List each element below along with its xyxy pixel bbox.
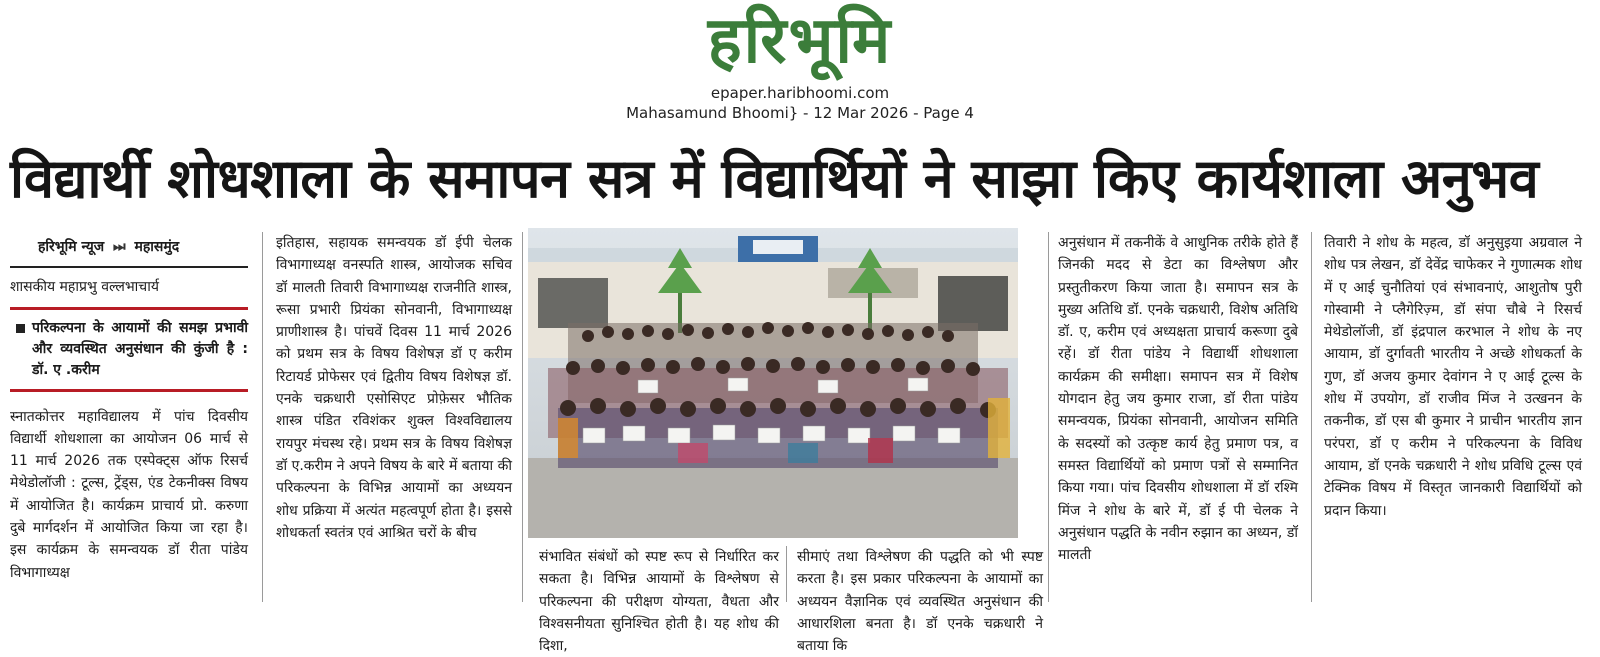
column-2-body: इतिहास, सहायक समन्वयक डॉ ईपी चेलक विभागाध्यक्ष वनस्पति शास्त्र, आयोजक सचिव डॉ मालती तिवारी विभागाध्यक्ष राजनीति शास्त्र, रूसा प्रभारी प्रियंका सोनवानी, विभागाध्यक्ष प्राणीशास्त्र है। पांचवें दिवस 11 मार्च 2026 को प्रथम सत्र के विषय विशेषज्ञ डॉ ए करीम रिटायर्ड प्रोफेसर एवं द्वितीय विषय विशेषज्ञ डॉ. एनके चक्रधारी एसोसिएट प्रोफ़ेसर भौतिक शास्त्र पंडित रविशंकर शुक्ल विश्वविद्यालय रायपुर मंचस्थ रहे। प्रथम सत्र के विषय विशेषज्ञ डॉ ए.करीम ने अपने विषय के बारे में बताया की परिकल्पना के विभिन्न आयामों का अध्ययन शोध प्रक्रिया में अत्यंत महत्वपूर्ण होता है। इससे शोधकर्ता स्वतंत्र एवं आश्रित चरों के बीच	[276, 235, 512, 541]
column-6-body: तिवारी ने शोध के महत्व, डॉ अनुसुइया अग्रवाल ने शोध पत्र लेखन, डॉ देवेंद्र चाफेकर ने गुणात्मक शोध में ए आई चुनौतियां एवं संभावनाएं, आशुतोष पुरी गोस्वामी ने प्लैगेरिज़्म, डॉ संपा चौबे ने रिसर्च मेथेडोलॉजी, डॉ इंद्रपाल करभाल ने शोध के नए आयाम, डॉ दुर्गावती भारतीय ने अच्छे शोधकर्ता के गुण, डॉ अजय कुमार देवांगन ने ए आई टूल्स के शोध में उपयोग, डॉ राजीव मिंज ने उत्खनन के तकनीक, डॉ एस बी कुमार ने प्राचीन भारतीय ज्ञान परंपरा, डॉ ए करीम ने परिकल्पना के विविध आयाम, डॉ एनके चक्रधारी ने शोध प्रविधि टूल्स एवं टेक्निक विषय में विस्तृत जानकारी विद्यार्थियों को प्रदान किया।	[1324, 235, 1582, 519]
intro-line: शासकीय महाप्रभु वल्लभाचार्य	[10, 279, 159, 296]
column-divider	[1311, 232, 1312, 602]
column-divider	[522, 232, 523, 602]
forward-arrows-icon: ⏭	[113, 239, 126, 255]
byline	[10, 232, 248, 268]
group-photo	[528, 228, 1018, 538]
pull-quote	[10, 318, 248, 381]
group-photo-illustration	[528, 228, 1018, 538]
red-divider-top	[10, 307, 248, 310]
byline-place: महासमुंद	[134, 239, 180, 255]
site-url[interactable]: epaper.haribhoomi.com	[710, 84, 890, 102]
masthead	[0, 0, 1600, 128]
column-5-body: अनुसंधान में तकनीकें वे आधुनिक तरीके होते हैं जिनकी मदद से डेटा का विश्लेषण और प्रस्तुतीकरण किया जाता है। समापन सत्र के मुख्य अतिथि डॉ. एनके चक्रधारी, विशेष अतिथि डॉ. ए, करीम एवं अध्यक्षता प्राचार्य करूणा दुबे रहें। डॉ रीता पांडेय ने विद्यार्थी शोधशाला कार्यक्रम की समीक्षा। समापन सत्र में विशेष योगदान हेतु जय कुमार राजा, डॉ रीता पांडेय समन्वयक, प्रियंका सोनवानी, आयोजन समिति के सदस्यों को उत्कृष्ट कार्य हेतु प्रमाण पत्र, व समस्त विद्यार्थियों को प्रमाण पत्रों से सम्मानित किया गया। पांच दिवसीय शोधशाला में डॉ रश्मि मिंज ने शोध के बारे में, डॉ ई पी चेलक ने अनुसंधान पद्धति के नवीन रुझान का अध्यन, डॉ मालती	[1058, 235, 1298, 564]
column-divider	[262, 232, 263, 602]
column-1-body: स्नातकोत्तर महाविद्यालय में पांच दिवसीय विद्यार्थी शोधशाला का आयोजन 06 मार्च से 11 मार्च 2026 तक एस्पेक्ट्स ऑफ रिसर्च मेथेडोलॉजी : टूल्स, ट्रेंड्स, एंड टेकनीक्स विषय में आयोजित है। कार्यक्रम प्राचार्य प्रो. करुणा दुबे मार्गदर्शन में आयोजित किया जा रहा है। इस कार्यक्रम के समन्वयक डॉ रीता पांडेय विभागाध्यक्ष	[10, 408, 248, 581]
column-3-body: संभावित संबंधों को स्पष्ट रूप से निर्धारित कर सकता है। विभिन्न आयामों के विश्लेषण से परिकल्पना की परीक्षण योग्यता, वैधता और विश्वसनीयता सुनिश्चित होती है। यह शोध की दिशा,	[539, 549, 779, 655]
article-column-2	[276, 232, 512, 544]
edition-line: Mahasamund Bhoomi} - 12 Mar 2026 - Page 4	[626, 104, 974, 122]
article-column-1	[10, 232, 248, 584]
bullet-square-icon	[16, 324, 25, 333]
byline-source: हरिभूमि न्यूज	[38, 239, 105, 255]
article-column-4	[797, 546, 1043, 657]
red-divider-bottom	[10, 389, 248, 392]
article-column-3	[539, 546, 779, 657]
article-column-5	[1058, 232, 1298, 566]
pull-quote-text: परिकल्पना के आयामों की समझ प्रभावी और व्यवस्थित अनुसंधान की कुंजी है : डॉ. ए .करीम	[32, 319, 248, 378]
column-4-body: सीमाएं तथा विश्लेषण की पद्धति को भी स्पष्ट करता है। इस प्रकार परिकल्पना के आयामों का अध्ययन वैज्ञानिक एवं व्यवस्थित अनुसंधान की आधारशिला बनता है। डॉ एनके चक्रधारी ने बताया कि	[797, 549, 1043, 655]
column-divider	[786, 546, 787, 602]
article-column-6	[1324, 232, 1582, 522]
newspaper-logo[interactable]: हरिभूमि	[707, 4, 893, 78]
column-divider	[1048, 232, 1049, 602]
article-headline: विद्यार्थी शोधशाला के समापन सत्र में विद्यार्थियों ने साझा किए कार्यशाला अनुभव	[10, 147, 1539, 210]
